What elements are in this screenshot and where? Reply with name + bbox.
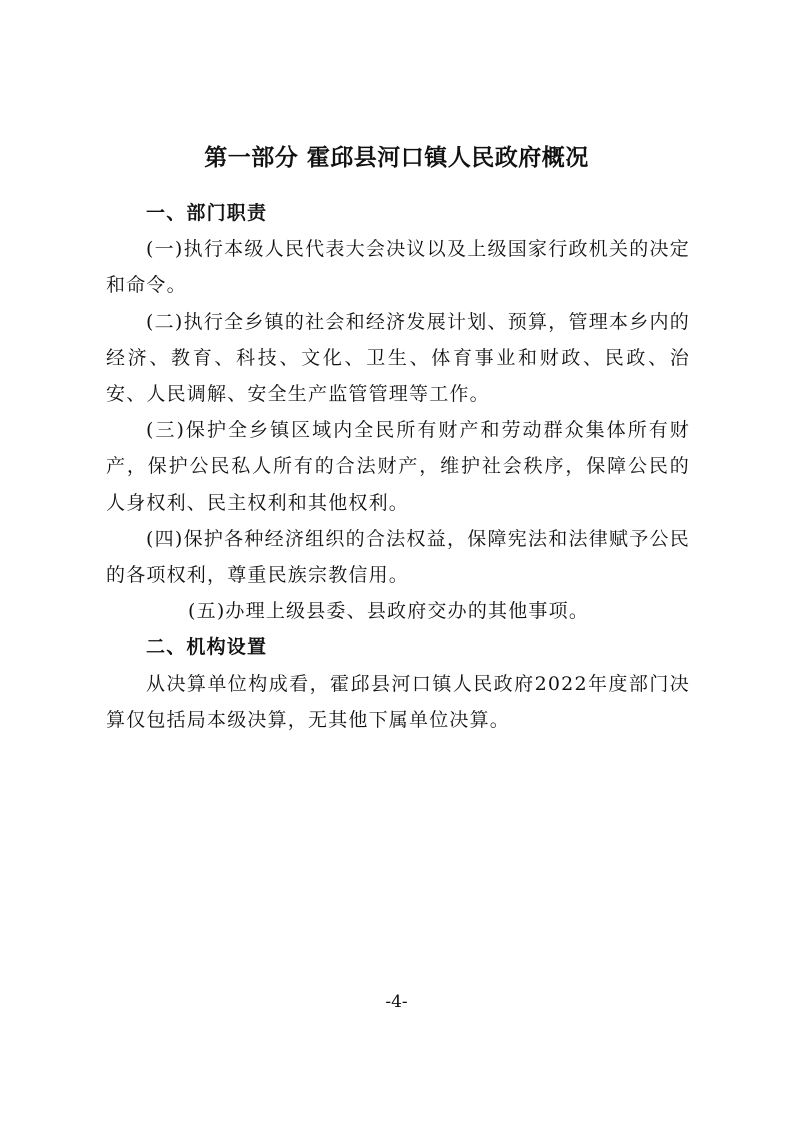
duty-paragraph-2: (二)执行全乡镇的社会和经济发展计划、预算，管理本乡内的经济、教育、科技、文化、卫生、体育事业和财政、民政、治安、人民调解、安全生产监管管理等工作。 — [106, 310, 690, 406]
section-heading-duties: 一、部门职责 — [146, 202, 268, 224]
document-body — [106, 195, 690, 738]
section-heading-organization: 二、机构设置 — [146, 636, 268, 659]
page-title: 第一部分 霍邱县河口镇人民政府概况 — [204, 145, 589, 171]
duty-paragraph-3: (三)保护全乡镇区域内全民所有财产和劳动群众集体所有财产，保护公民私人所有的合法财产，维护社会秩序，保障公民的人身权利、民主权利和其他权利。 — [106, 419, 690, 514]
page-number: -4- — [385, 992, 408, 1012]
duty-paragraph-4: (四)保护各种经济组织的合法权益，保障宪法和法律赋予公民的各项权利，尊重民族宗教信用。 — [106, 527, 690, 587]
duty-paragraph-1: (一)执行本级人民代表大会决议以及上级国家行政机关的决定和命令。 — [106, 238, 690, 297]
duty-paragraph-5: (五)办理上级县委、县政府交办的其他事项。 — [188, 600, 590, 623]
organization-paragraph: 从决算单位构成看，霍邱县河口镇人民政府2022年度部门决算仅包括局本级决算，无其他下属单位决算。 — [106, 672, 690, 731]
